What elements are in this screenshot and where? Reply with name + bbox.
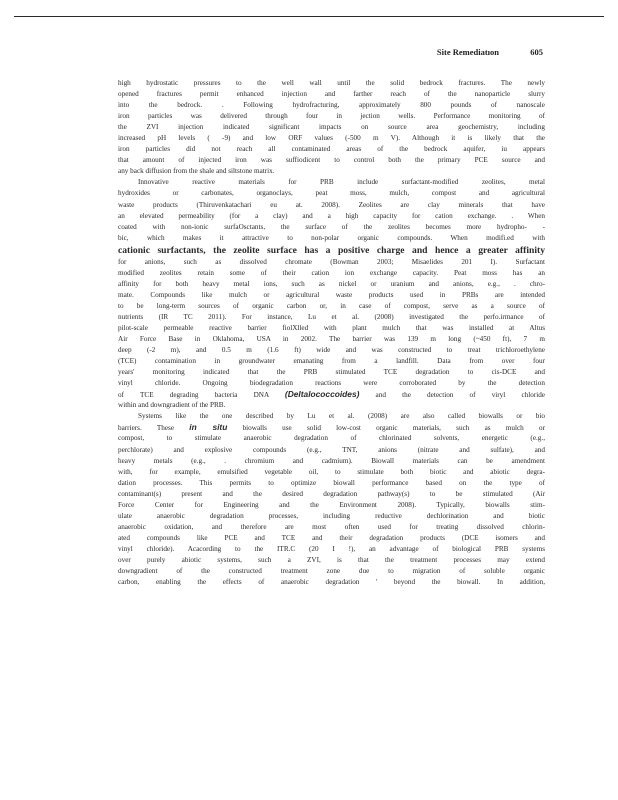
text-line: (TCE) contamination in groundwater emanating from a landfill. Data from over four	[118, 357, 545, 366]
text-line: affinity for both heavy metal ions, such as nickel or uranium and anions, e.g., . chro-	[118, 279, 545, 288]
text-line: opened fractures permit enhanced injection and farther reach of the nanoparticle slurry	[118, 90, 545, 99]
body-text	[118, 78, 545, 588]
text-line: the ZVI injection indicated significant impacts on source area geochemistry, including	[118, 123, 545, 132]
text-line: compost, to stimulate anaerobic degradation of chlorinated solvents, energetic (e.g.,	[118, 434, 545, 443]
text-line: perchlorate) and explosive compounds (e.g., TNT, anions (nitrate and sulfate), and	[118, 445, 545, 454]
running-title: Site Remediatıon	[436, 47, 499, 57]
text-line: vinyl chloride). Acacording to the ITR.C (20 I !), an advantage of biological PRB systems	[118, 544, 545, 553]
text-line: Innovative reactive materials for PRB include surfactant-modified zeolites, metal	[138, 178, 545, 187]
text-line: Air Force Base in Oklahoma, USA in 2002. The barrier was 139 m long (~450 ft), 7 m	[118, 335, 545, 344]
text-line: to be long-term sources of organic carbon or, in case of compost, serve as a source of	[118, 301, 545, 310]
text-line: pilot-scale permeable reactive barrier fiolXlled with plant mulch that was installed at Altus	[118, 323, 545, 332]
text-line: deep (-2 m), and 0.5 m (1.6 ft) wide and was constructed to treat trichloroethylene	[118, 346, 545, 355]
text-line: nutrients (IR TC 2011). For instance, Lu et al. (2008) investigated the perfo.irmance of	[118, 312, 545, 321]
page-number: 605	[530, 47, 543, 57]
text-line: that amount of injected iron was suffiodicent to control both the primary PCE source and	[118, 156, 545, 165]
text-line: contaminant(s) present and the desired degradation pathway(s) to be stimulated (Air	[118, 489, 545, 498]
text-line: coated with non-ionic surfaOsctants, the surface of the zeolites becomes more hydropho- -	[118, 222, 545, 231]
text-line: cationic surfactants, the zeolite surface has a positive charge and hence a greater affinity	[118, 244, 545, 256]
text-line: of TCE degrading bacteria DNA (Deltalococcoides) and the detection of viryl chloride	[118, 389, 545, 400]
text-line: hydroxides or carbonates, organoclays, peat moss, mulch, compost and agricultural	[118, 189, 545, 198]
text-line: vinyl chloride. Ongoing biodegradation reactions were corroborated by the detection	[118, 379, 545, 388]
text-line: anaerobic oxidation, and therefore are most often used for treating dissolved chlorin-	[118, 522, 545, 531]
text-line: increased pH levels ( -9) and low ORF values (-500 m V). Although it is likely that the	[118, 134, 545, 143]
text-line: high hydrostatic pressures to the well wall until the solid bedrock fractures. The newly	[118, 79, 545, 87]
text-line: ated compounds like PCE and TCE and their degradation products (DCE isomers and	[118, 533, 545, 542]
top-rule	[14, 16, 604, 17]
text-line: an elevated permeability (for a clay) and a high capacity for cation exchange. . When	[118, 211, 545, 220]
text-line: bic, which makes it attractive to non-polar organic compounds. When modifi.ed with	[118, 233, 545, 242]
text-line: within and downgradient of the PRB.	[118, 401, 226, 410]
text-line: dation processes. This permits to optimize biowall performance based on the type of	[118, 478, 545, 487]
text-line: into the bedrock. . Following hydrofracturing, approximately 800 pounds of nanoscale	[118, 101, 545, 110]
text-line: over purely abiotic systems, such a ZVI, is that the treatment processes may extend	[118, 555, 545, 564]
page-header	[118, 47, 543, 59]
text-line: for anions, such as dissolved chromate (Bowman 2003; Misaelides 201 I). Surfactant	[118, 257, 545, 266]
text-line: barriers. These in situ biowalls use solid low-cost organic materials, such as mulch or	[118, 422, 545, 433]
text-line: iron particles was delivered through four in jection wells. Performance monitoring of	[118, 112, 545, 121]
text-line: downgradient of the constructed treatment zone due to migration of soluble organic	[118, 567, 545, 576]
text-line: mate. Compounds like mulch or agricultural waste products used in PRBs are intended	[118, 290, 545, 299]
text-line: Force Center for Engineering and the Environment 2008). Typically, biowalls stim-	[118, 500, 545, 509]
text-line: modified zeolites retain some of their cation ion exchange capacity. Peat moss has an	[118, 268, 545, 277]
text-line: years' monitoring indicated that the PRB stimulated TCE degradation to cis-DCE and	[118, 368, 545, 377]
text-line: waste products (Thiruvenkatachari eu at. 2008). Zeolites are clay minerals that have	[118, 200, 545, 209]
text-line: carbon, enabling the effects of anaerobic degradation ' beyond the biowall. In addition,	[118, 578, 545, 587]
text-line: any back diffusion from the shale and siltstone matrix.	[118, 167, 275, 176]
text-line: with, for example, emulsified vegetable oil, to stimulate both biotic and abiotic degra-	[118, 467, 545, 476]
text-line: ulate anaerobic degradation processes, including reductive dechlorination and biotic	[118, 511, 545, 520]
emphasized-term: (Deltalococcoides)	[284, 389, 360, 400]
text-line: heavy metals (e.g., . chromium and cadmium). Biowall materials can be amendment	[118, 456, 545, 465]
text-line: Systems like the one described by Lu et al. (2008) are also called biowalls or bio	[138, 412, 545, 421]
text-line: iron particles did not reach all contaminated areas of the bedrock aquifer, iu appears	[118, 145, 545, 154]
emphasized-term: in situ	[189, 422, 228, 433]
